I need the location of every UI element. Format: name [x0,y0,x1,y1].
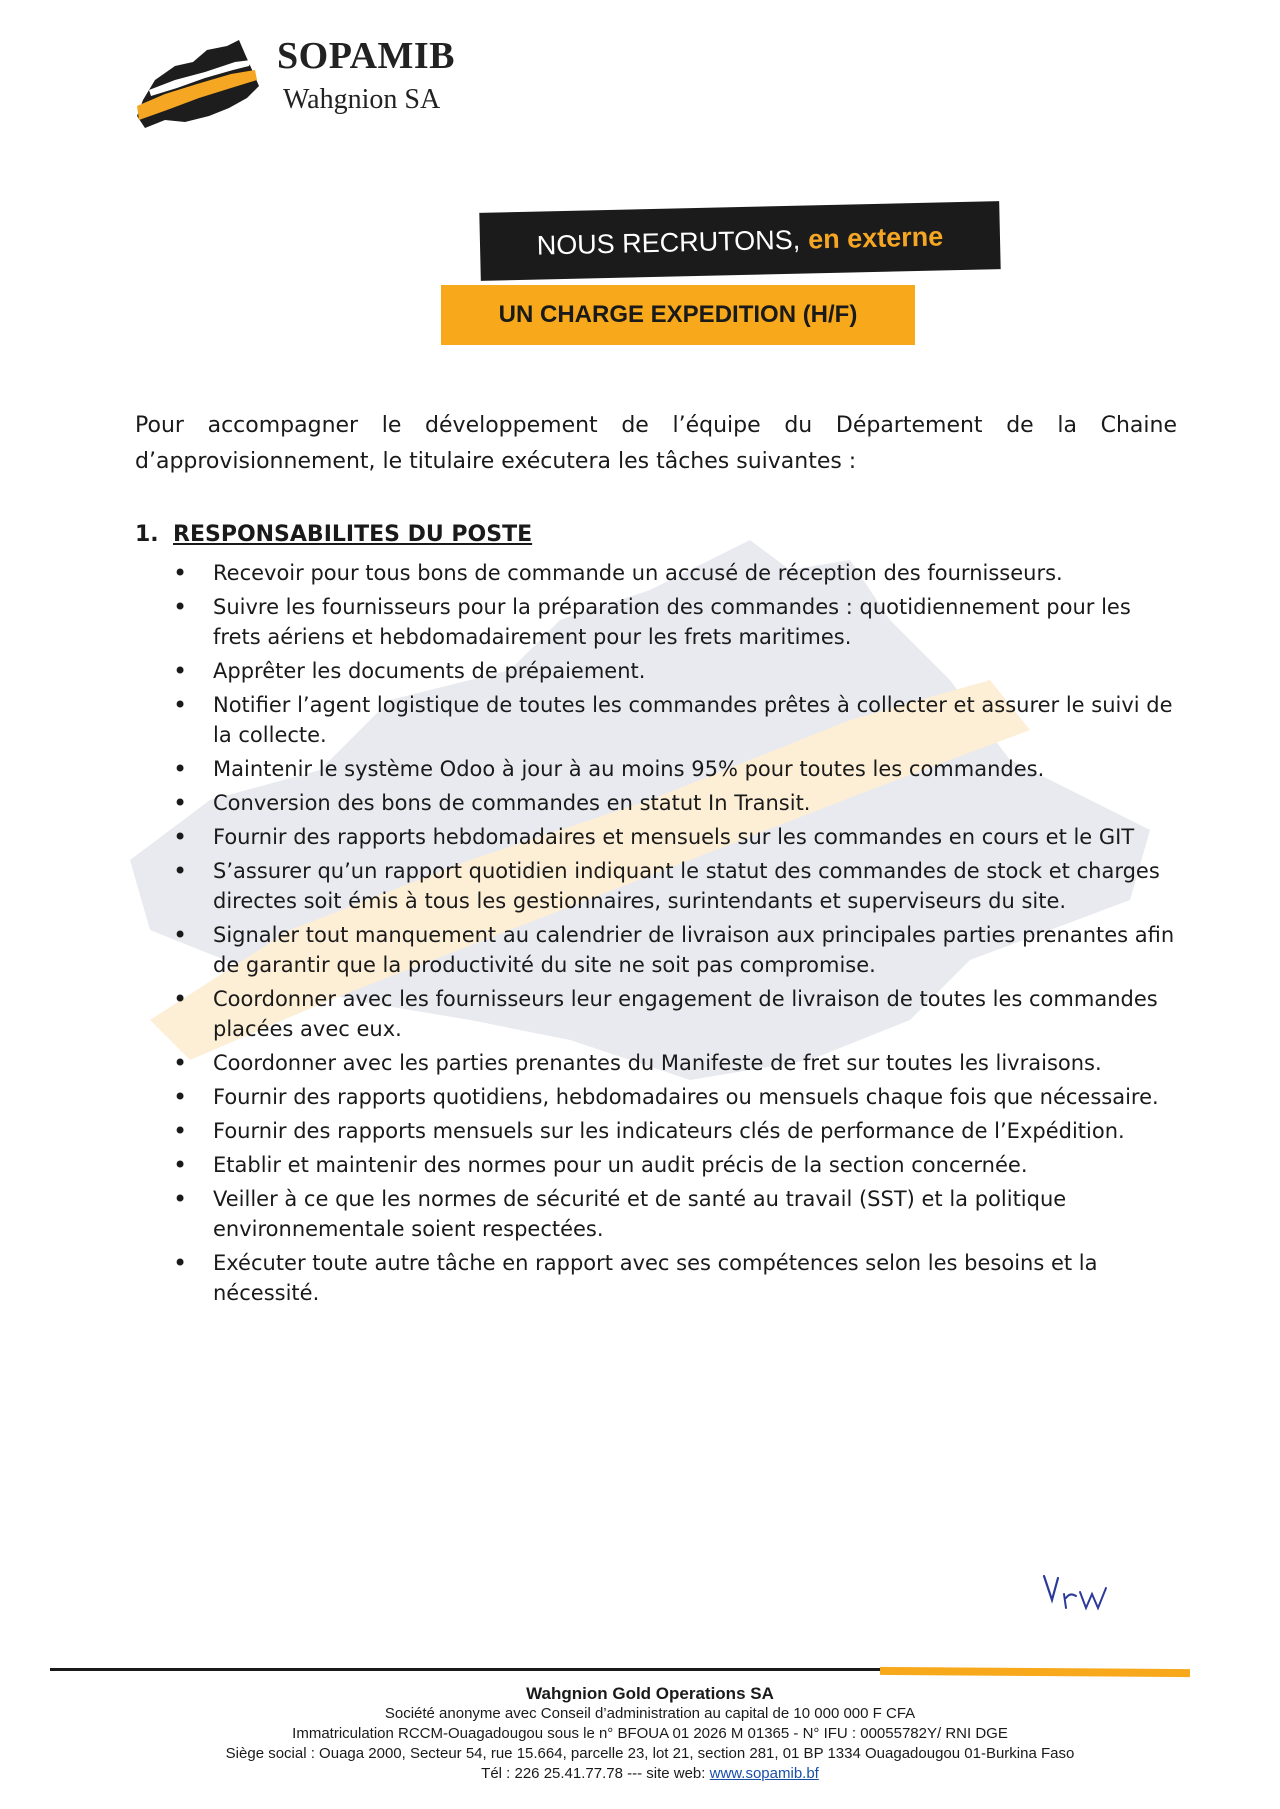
section-title: RESPONSABILITES DU POSTE [173,522,533,547]
section-heading [135,522,532,547]
handwritten-signature [1040,1570,1120,1618]
company-logo [135,30,465,140]
list-item: • Recevoir pour tous bons de commande un accusé de réception des fournisseurs. [135,558,1180,588]
list-item: • Fournir des rapports hebdomadaires et mensuels sur les commandes en cours et le GIT [135,822,1180,852]
footer-contact [140,1764,1160,1784]
footer-line-2: Immatriculation RCCM-Ouagadougou sous le n° BFOUA 01 2026 M 01365 - N° IFU : 00055782Y/ RNI DGE [292,1725,1008,1742]
list-item: • Conversion des bons de commandes en statut In Transit. [135,788,1180,818]
intro-paragraph: Pour accompagner le développement de l’équipe du Département de la Chaine d’approvisionnement, le titulaire exécutera les tâches suivantes : [135,413,1177,474]
list-item: • Notifier l’agent logistique de toutes les commandes prêtes à collecter et assurer le suivi de la collecte. [135,690,1180,750]
recruit-text: NOUS RECRUTONS, [536,224,801,261]
footer [140,1684,1160,1784]
list-item: • Etablir et maintenir des normes pour un audit précis de la section concernée. [135,1150,1180,1180]
list-item: • Coordonner avec les fournisseurs leur engagement de livraison de toutes les commandes placées avec eux. [135,984,1180,1044]
footer-line-3: Siège social : Ouaga 2000, Secteur 54, rue 15.664, parcelle 23, lot 21, section 281, 01 BP 1334 Ouagadougou 01-Burkina Faso [225,1745,1075,1762]
list-item: • Coordonner avec les parties prenantes du Manifeste de fret sur toutes les livraisons. [135,1048,1180,1078]
list-item: • Apprêter les documents de prépaiement. [135,656,1180,686]
footer-company: Wahgnion Gold Operations SA [526,1684,774,1703]
list-item: • Suivre les fournisseurs pour la préparation des commandes : quotidiennement pour les frets aériens et hebdomadairement pour les frets maritimes. [135,592,1180,652]
footer-accent-divider [880,1667,1190,1677]
footer-divider [50,1668,890,1671]
list-item: • Fournir des rapports quotidiens, hebdomadaires ou mensuels chaque fois que nécessaire. [135,1082,1180,1112]
list-item: • S’assurer qu’un rapport quotidien indiquant le statut des commandes de stock et charges directes soit émis à tous les gestionnaires, surintendants et superviseurs du site. [135,856,1180,916]
logo-name: SOPAMIB [277,35,456,77]
recruit-banner [479,201,1000,281]
list-item: • Signaler tout manquement au calendrier de livraison aux principales parties prenantes afin de garantir que la productivité du site ne soit pas compromise. [135,920,1180,980]
position-title-banner [441,285,915,345]
list-item: • Exécuter toute autre tâche en rapport avec ses compétences selon les besoins et la nécessité. [135,1248,1180,1308]
section-number: 1. [135,522,159,547]
website-link[interactable]: www.sopamib.bf [709,1765,819,1782]
list-item: • Fournir des rapports mensuels sur les indicateurs clés de performance de l’Expédition. [135,1116,1180,1146]
recruit-accent: en externe [807,220,944,254]
footer-phone: Tél : 226 25.41.77.78 --- site web: [481,1765,706,1782]
task-list [135,558,1180,1312]
list-item: • Maintenir le système Odoo à jour à au moins 95% pour toutes les commandes. [135,754,1180,784]
logo-map-icon [135,36,265,136]
position-title: UN CHARGE EXPEDITION (H/F) [498,301,858,328]
logo-subtitle: Wahgnion SA [283,84,441,115]
list-item: • Veiller à ce que les normes de sécurité et de santé au travail (SST) et la politique environnementale soient respectées. [135,1184,1180,1244]
footer-line-1: Société anonyme avec Conseil d’administration au capital de 10 000 000 F CFA [384,1705,916,1722]
